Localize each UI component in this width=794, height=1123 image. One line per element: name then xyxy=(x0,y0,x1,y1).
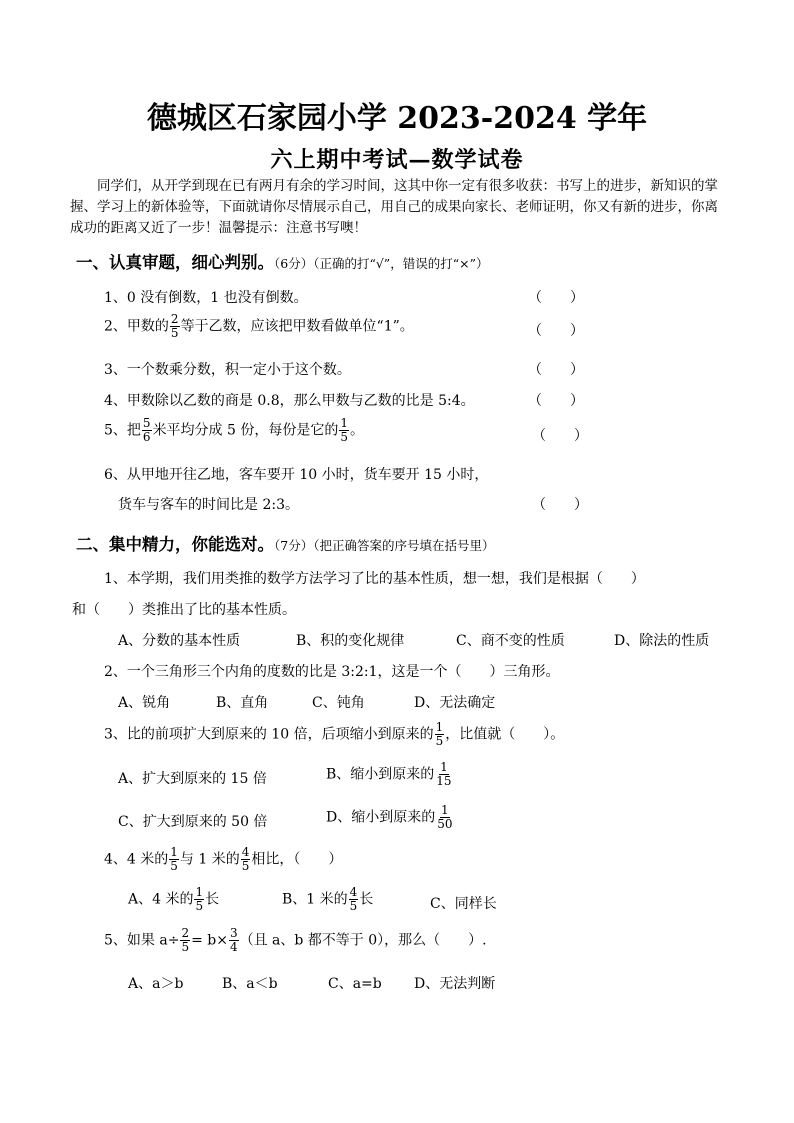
fraction xyxy=(349,886,359,913)
denominator: 5 xyxy=(349,899,358,913)
denominator: 5 xyxy=(241,859,250,873)
numerator: 4 xyxy=(349,885,358,899)
s2-q5-option-c[interactable]: C、a=b xyxy=(328,976,382,992)
option-text: A、4 米的 xyxy=(128,891,194,908)
q-text: 相比，（ ） xyxy=(251,851,343,868)
s1-question-4: 4、甲数除以乙数的商是 0.8，那么甲数与乙数的比是 5:4。 xyxy=(104,393,475,409)
q-text: = b× xyxy=(191,932,228,949)
q-text: 米平均分成 5 份，每份是它的 xyxy=(152,422,339,439)
s2-question-3 xyxy=(104,721,564,748)
numerator: 4 xyxy=(241,845,250,859)
q-text: 。 xyxy=(350,422,365,439)
s1-question-5 xyxy=(104,417,364,444)
numerator: 1 xyxy=(170,845,178,859)
fraction xyxy=(194,886,204,913)
numerator: 2 xyxy=(181,926,190,940)
s2-q1-option-c[interactable]: C、商不变的性质 xyxy=(456,633,565,649)
s2-question-4 xyxy=(104,846,342,873)
s2-q4-option-c[interactable]: C、同样长 xyxy=(430,896,497,912)
denominator: 15 xyxy=(436,774,452,788)
s1-answer-blank-1[interactable]: （ ） xyxy=(528,290,584,306)
exam-subtitle: 六上期中考试—数学试卷 xyxy=(270,147,524,173)
s1-question-2 xyxy=(104,313,414,340)
s1-answer-blank-2[interactable]: （ ） xyxy=(528,323,584,339)
numerator: 1 xyxy=(441,803,449,817)
denominator: 5 xyxy=(181,940,190,954)
exam-title: 德城区石家园小学 2023-2024 学年 xyxy=(146,101,648,136)
section-1-title: 一、认真审题，细心判别。 xyxy=(76,253,274,272)
denominator: 5 xyxy=(195,899,204,913)
numerator: 3 xyxy=(229,926,238,940)
section-1-note: （6分）（正确的打“√”，错误的打“×”） xyxy=(274,256,489,271)
numerator: 5 xyxy=(142,416,151,430)
fraction xyxy=(229,927,239,954)
s2-question-2: 2、一个三角形三个内角的度数的比是 3:2:1，这是一个（ ）三角形。 xyxy=(104,664,560,680)
fraction xyxy=(435,761,452,788)
numerator: 1 xyxy=(435,720,444,734)
fraction xyxy=(339,417,349,444)
s1-question-1: 1、0 没有倒数，1 也没有倒数。 xyxy=(104,290,308,306)
option-text: B、缩小到原来的 xyxy=(326,766,435,783)
denominator: 5 xyxy=(435,734,444,748)
fraction xyxy=(142,417,152,444)
s1-answer-blank-3[interactable]: （ ） xyxy=(528,362,584,378)
fraction xyxy=(170,313,180,340)
s2-q5-option-a[interactable]: A、a＞b xyxy=(128,976,184,992)
numerator: 1 xyxy=(440,760,448,774)
fraction xyxy=(435,721,445,748)
s1-question-6-line2: 货车与客车的时间比是 2:3。 xyxy=(118,497,299,513)
denominator: 5 xyxy=(170,859,178,873)
section-1-heading xyxy=(76,249,488,273)
q-text: 与 1 米的 xyxy=(179,851,240,868)
s2-q3-option-c[interactable]: C、扩大到原来的 50 倍 xyxy=(118,814,268,830)
s2-q4-option-b[interactable] xyxy=(282,886,373,913)
section-2-title: 二、集中精力，你能选对。 xyxy=(76,535,274,554)
s2-q3-option-b[interactable] xyxy=(326,761,454,788)
s2-q2-option-d[interactable]: D、无法确定 xyxy=(414,695,496,711)
s2-q3-option-a[interactable]: A、扩大到原来的 15 倍 xyxy=(118,771,267,787)
q-text: （且 a、b 都不等于 0），那么（ ）. xyxy=(239,932,487,949)
s1-answer-blank-6[interactable]: （ ） xyxy=(532,497,588,513)
s2-question-5 xyxy=(104,927,487,954)
s2-q1-option-a[interactable]: A、分数的基本性质 xyxy=(118,633,241,649)
s2-q1-option-d[interactable]: D、除法的性质 xyxy=(614,633,710,649)
s2-q2-option-b[interactable]: B、直角 xyxy=(216,695,269,711)
q-text: 等于乙数，应该把甲数看做单位“1”。 xyxy=(180,318,414,335)
denominator: 6 xyxy=(142,430,151,444)
s2-q2-option-a[interactable]: A、锐角 xyxy=(118,695,171,711)
q-text: ，比值就（ ）。 xyxy=(445,726,565,743)
q-text: 5、把 xyxy=(104,422,141,439)
fraction xyxy=(169,846,179,873)
option-text: D、缩小到原来的 xyxy=(326,809,436,826)
numerator: 1 xyxy=(340,416,349,430)
q-text: 2、甲数的 xyxy=(104,318,169,335)
s2-question-1-line1: 1、本学期，我们用类推的数学方法学习了比的基本性质，想一想，我们是根据（ ） xyxy=(104,571,645,587)
s2-q3-option-d[interactable] xyxy=(326,804,455,831)
denominator: 5 xyxy=(340,430,349,444)
fraction xyxy=(241,846,251,873)
denominator: 4 xyxy=(229,940,238,954)
q-text: 3、比的前项扩大到原来的 10 倍，后项缩小到原来的 xyxy=(104,726,434,743)
option-text: 长 xyxy=(205,891,220,908)
denominator: 50 xyxy=(437,817,453,831)
numerator: 1 xyxy=(195,885,204,899)
denominator: 5 xyxy=(170,326,179,340)
s1-answer-blank-4[interactable]: （ ） xyxy=(528,393,584,409)
intro-paragraph: 同学们，从开学到现在已有两月有余的学习时间，这其中你一定有很多收获：书写上的进步，新知识的掌握、学习上的新体验等，下面就请你尽情展示自己，用自己的成果向家长、老师证明，你又有新的进步，你离成功的距离又近了一步！温馨提示：注意书写噢！ xyxy=(70,178,718,236)
s2-question-1-line2: 和（ ）类推出了比的基本性质。 xyxy=(72,602,296,618)
s2-q1-option-b[interactable]: B、积的变化规律 xyxy=(296,633,405,649)
numerator: 2 xyxy=(170,312,179,326)
fraction xyxy=(180,927,190,954)
s1-answer-blank-5[interactable]: （ ） xyxy=(532,428,588,444)
s2-q2-option-c[interactable]: C、钝角 xyxy=(312,695,365,711)
q-text: 5、如果 a÷ xyxy=(104,932,180,949)
s2-q4-option-a[interactable] xyxy=(128,886,219,913)
section-2-heading xyxy=(76,531,494,555)
option-text: B、1 米的 xyxy=(282,891,348,908)
s1-question-3: 3、一个数乘分数，积一定小于这个数。 xyxy=(104,362,351,378)
s2-q5-option-d[interactable]: D、无法判断 xyxy=(414,976,496,992)
option-text: 长 xyxy=(359,891,374,908)
s1-question-6-line1: 6、从甲地开往乙地，客车要开 10 小时，货车要开 15 小时， xyxy=(104,467,489,483)
s2-q5-option-b[interactable]: B、a＜b xyxy=(222,976,278,992)
q-text: 4、4 米的 xyxy=(104,851,169,868)
section-2-note: （7分）（把正确答案的序号填在括号里） xyxy=(274,538,495,553)
fraction xyxy=(436,804,453,831)
